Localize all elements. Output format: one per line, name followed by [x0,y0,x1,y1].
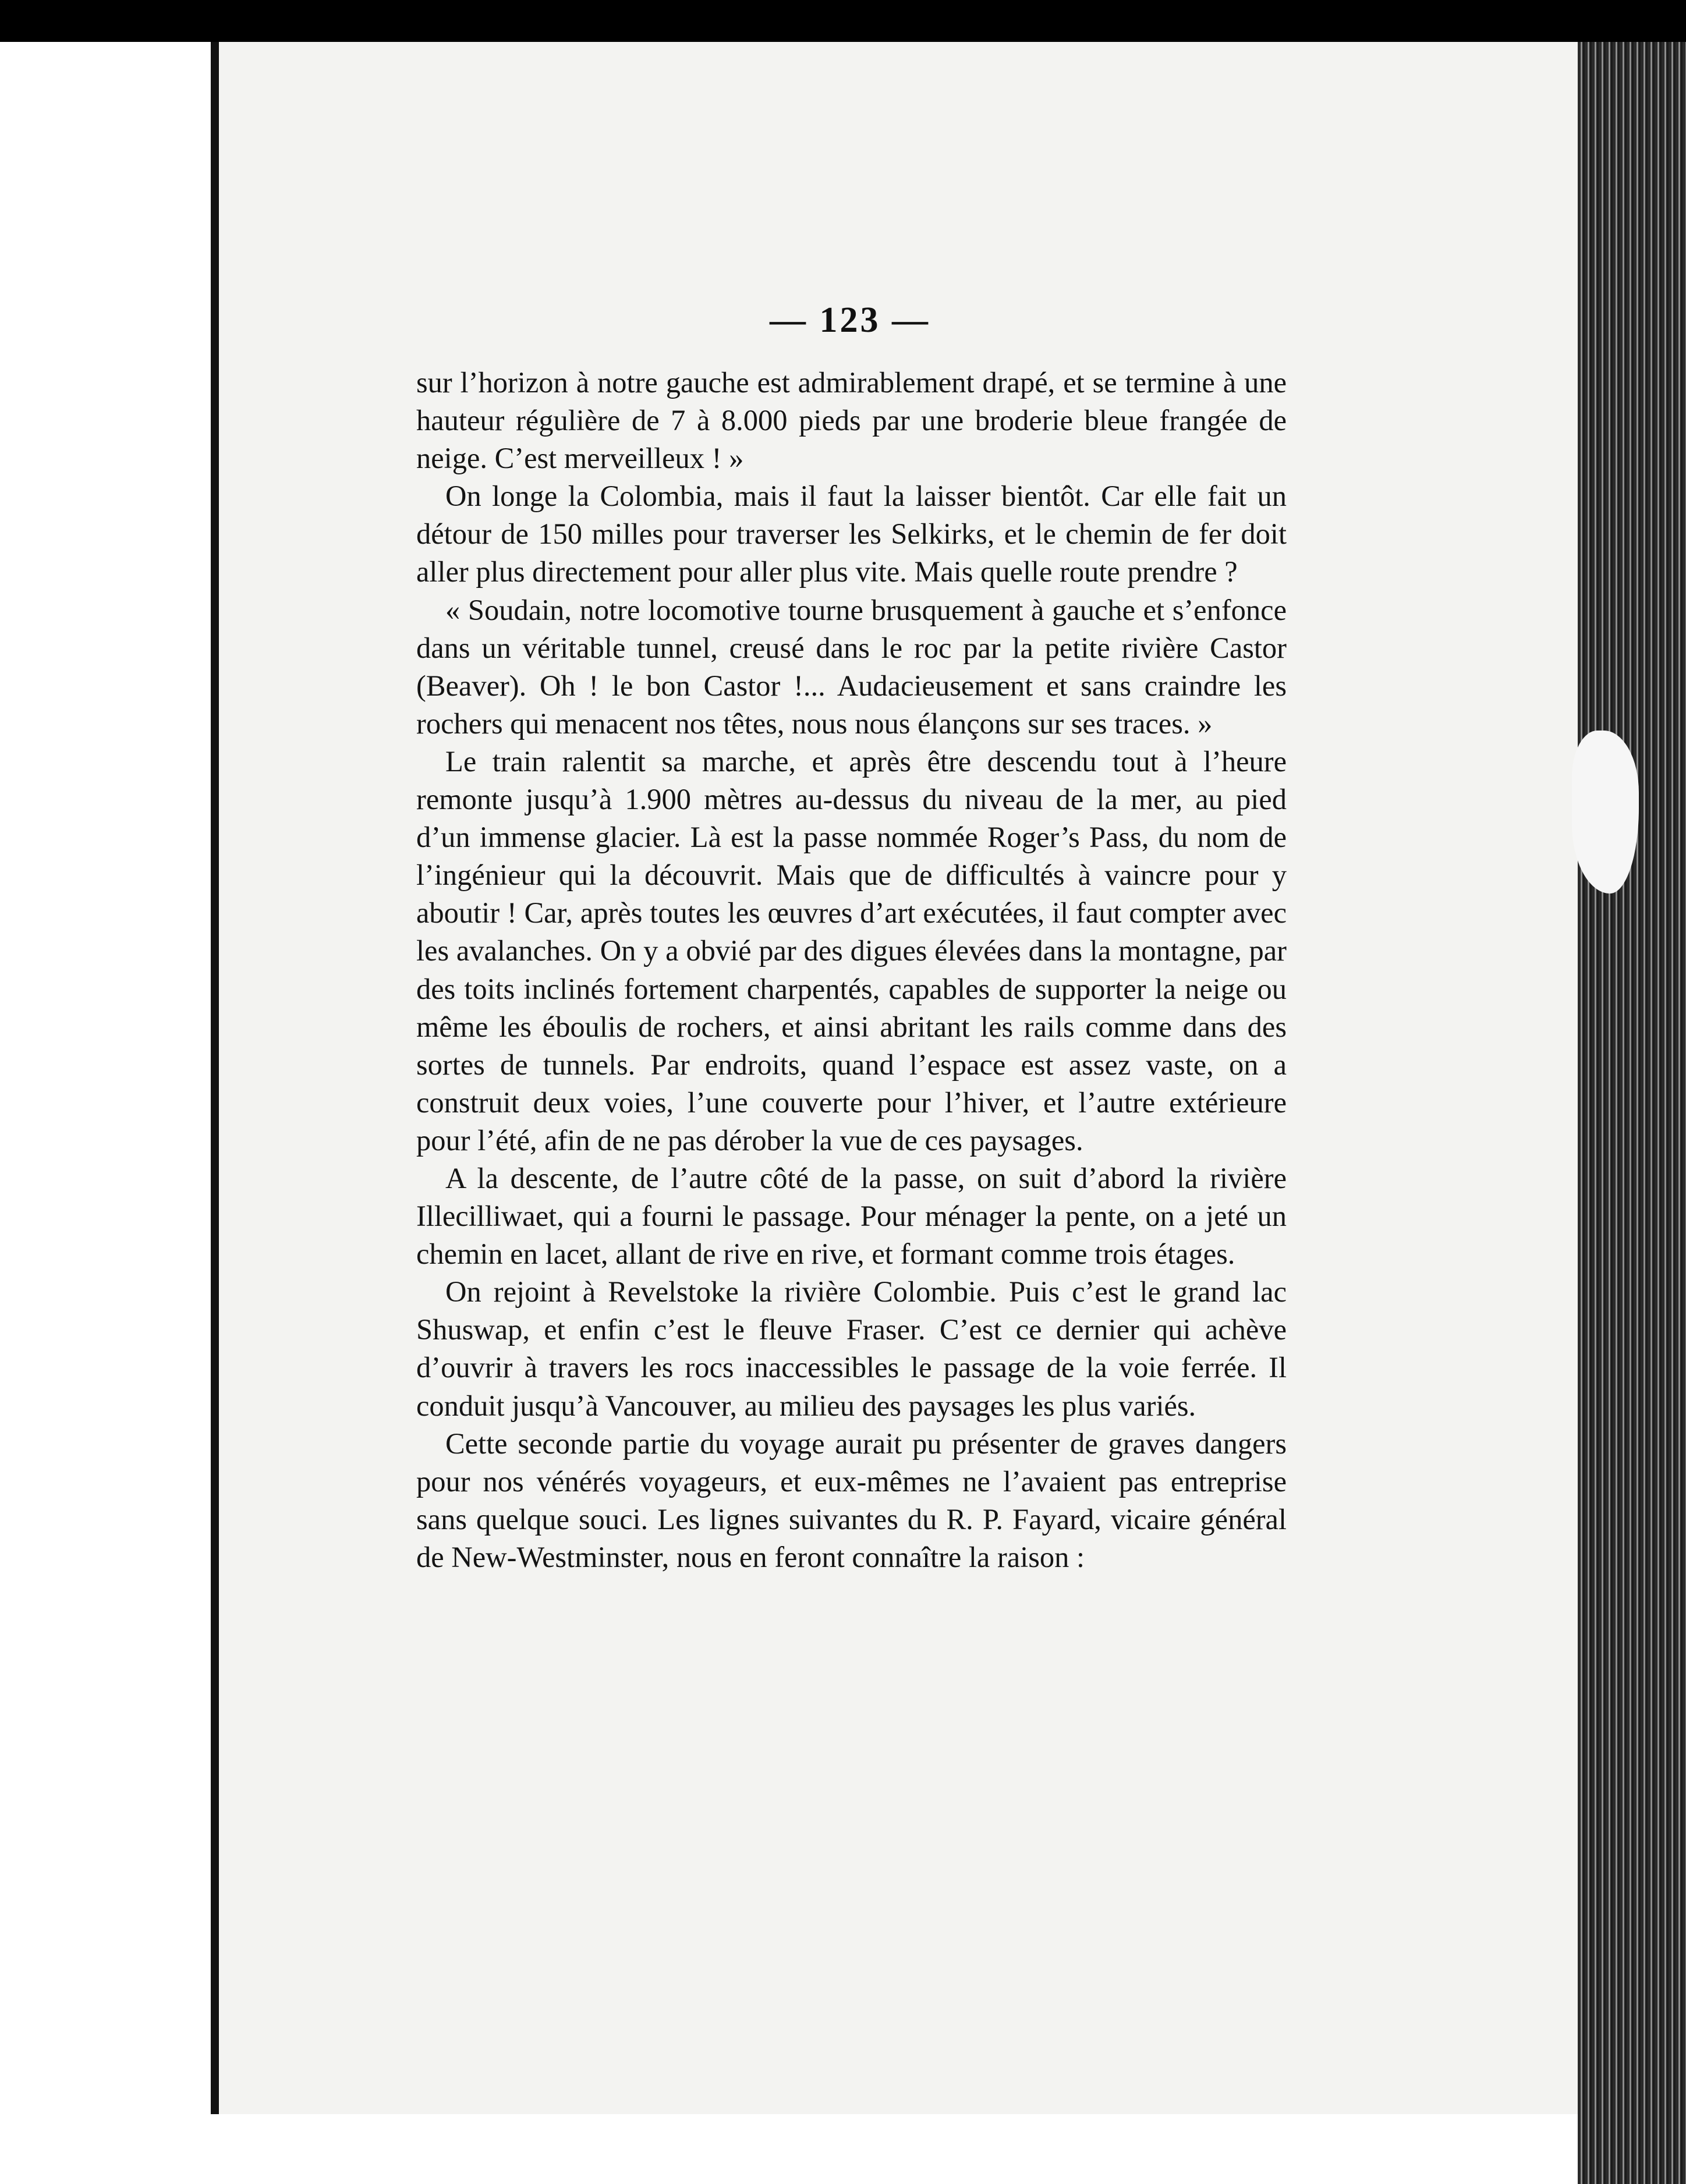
paragraph: « Soudain, notre locomotive tourne brusquement à gauche et s’enfonce dans un véritable tunnel, creusé dans le roc par la petite rivière Castor (Beaver). Oh ! le bon Castor !... Audacieusement et sans craindre les rochers qui menacent nos têtes, nous nous élançons sur ses traces. » [416,593,1287,740]
paragraph: A la descente, de l’autre côté de la passe, on suit d’abord la rivière Illecilliwaet, qui a fourni le passage. Pour ménager la pente, on a jeté un chemin en lacet, allant de rive en rive, et formant comme trois étages. [416,1161,1287,1271]
gutter-line [211,42,219,2114]
page-edges [1578,42,1686,2184]
paragraph: On longe la Colombia, mais il faut la laisser bientôt. Car elle fait un détour de 150 milles pour traverser les Selkirks, et le chemin de fer doit aller plus directement pour aller plus vite. Mais quelle route prendre ? [416,480,1287,588]
paragraph: Cette seconde partie du voyage aurait pu présenter de graves dangers pour nos vénérés voyageurs, et eux-mêmes ne l’avaient pas entreprise sans quelque souci. Les lignes suivantes du R. P. Fayard, vicaire général de New-Westminster, nous en feront connaître la raison : [416,1427,1287,1573]
page-number: — 123 — [770,300,930,340]
bottom-strip [211,2114,1578,2184]
paragraph: sur l’horizon à notre gauche est admirablement drapé, et se termine à une hauteur régulière de 7 à 8.000 pieds par une broderie bleue frangée de neige. C’est merveilleux ! » [416,366,1287,475]
paragraph: On rejoint à Revelstoke la rivière Colombie. Puis c’est le grand lac Shuswap, et enfin c’est le fleuve Fraser. C’est ce dernier qui achève d’ouvrir à travers les rocs inaccessibles le passage de la voie ferrée. Il conduit jusqu’à Vancouver, au milieu des paysages les plus variés. [416,1275,1287,1422]
paragraph: Le train ralentit sa marche, et après être descendu tout à l’heure remonte jusqu’à 1.900 mètres au-dessus du niveau de la mer, au pied d’un immense glacier. Là est la passe nommée Roger’s Pass, du nom de l’ingénieur qui la découvrit. Mais que de difficultés à vaincre pour y aboutir ! Car, après toutes les œuvres d’art exécutées, il faut compter avec les avalanches. On y a obvié par des digues élevées dans la montagne, par des toits inclinés fortement charpentés, capables de supporter la neige ou même les éboulis de rochers, et ainsi abritant les rails comme dans des sortes de tunnels. Par endroits, quand l’espace est assez vaste, on a construit deux voies, l’une couverte pour l’hiver, et l’autre extérieure pour l’été, afin de ne pas dérober la vue de ces paysages. [416,744,1287,1157]
left-leaf [0,42,211,2184]
body-text [416,364,1287,1576]
scan-top-border [0,0,1686,42]
edge-tear [1572,731,1639,894]
